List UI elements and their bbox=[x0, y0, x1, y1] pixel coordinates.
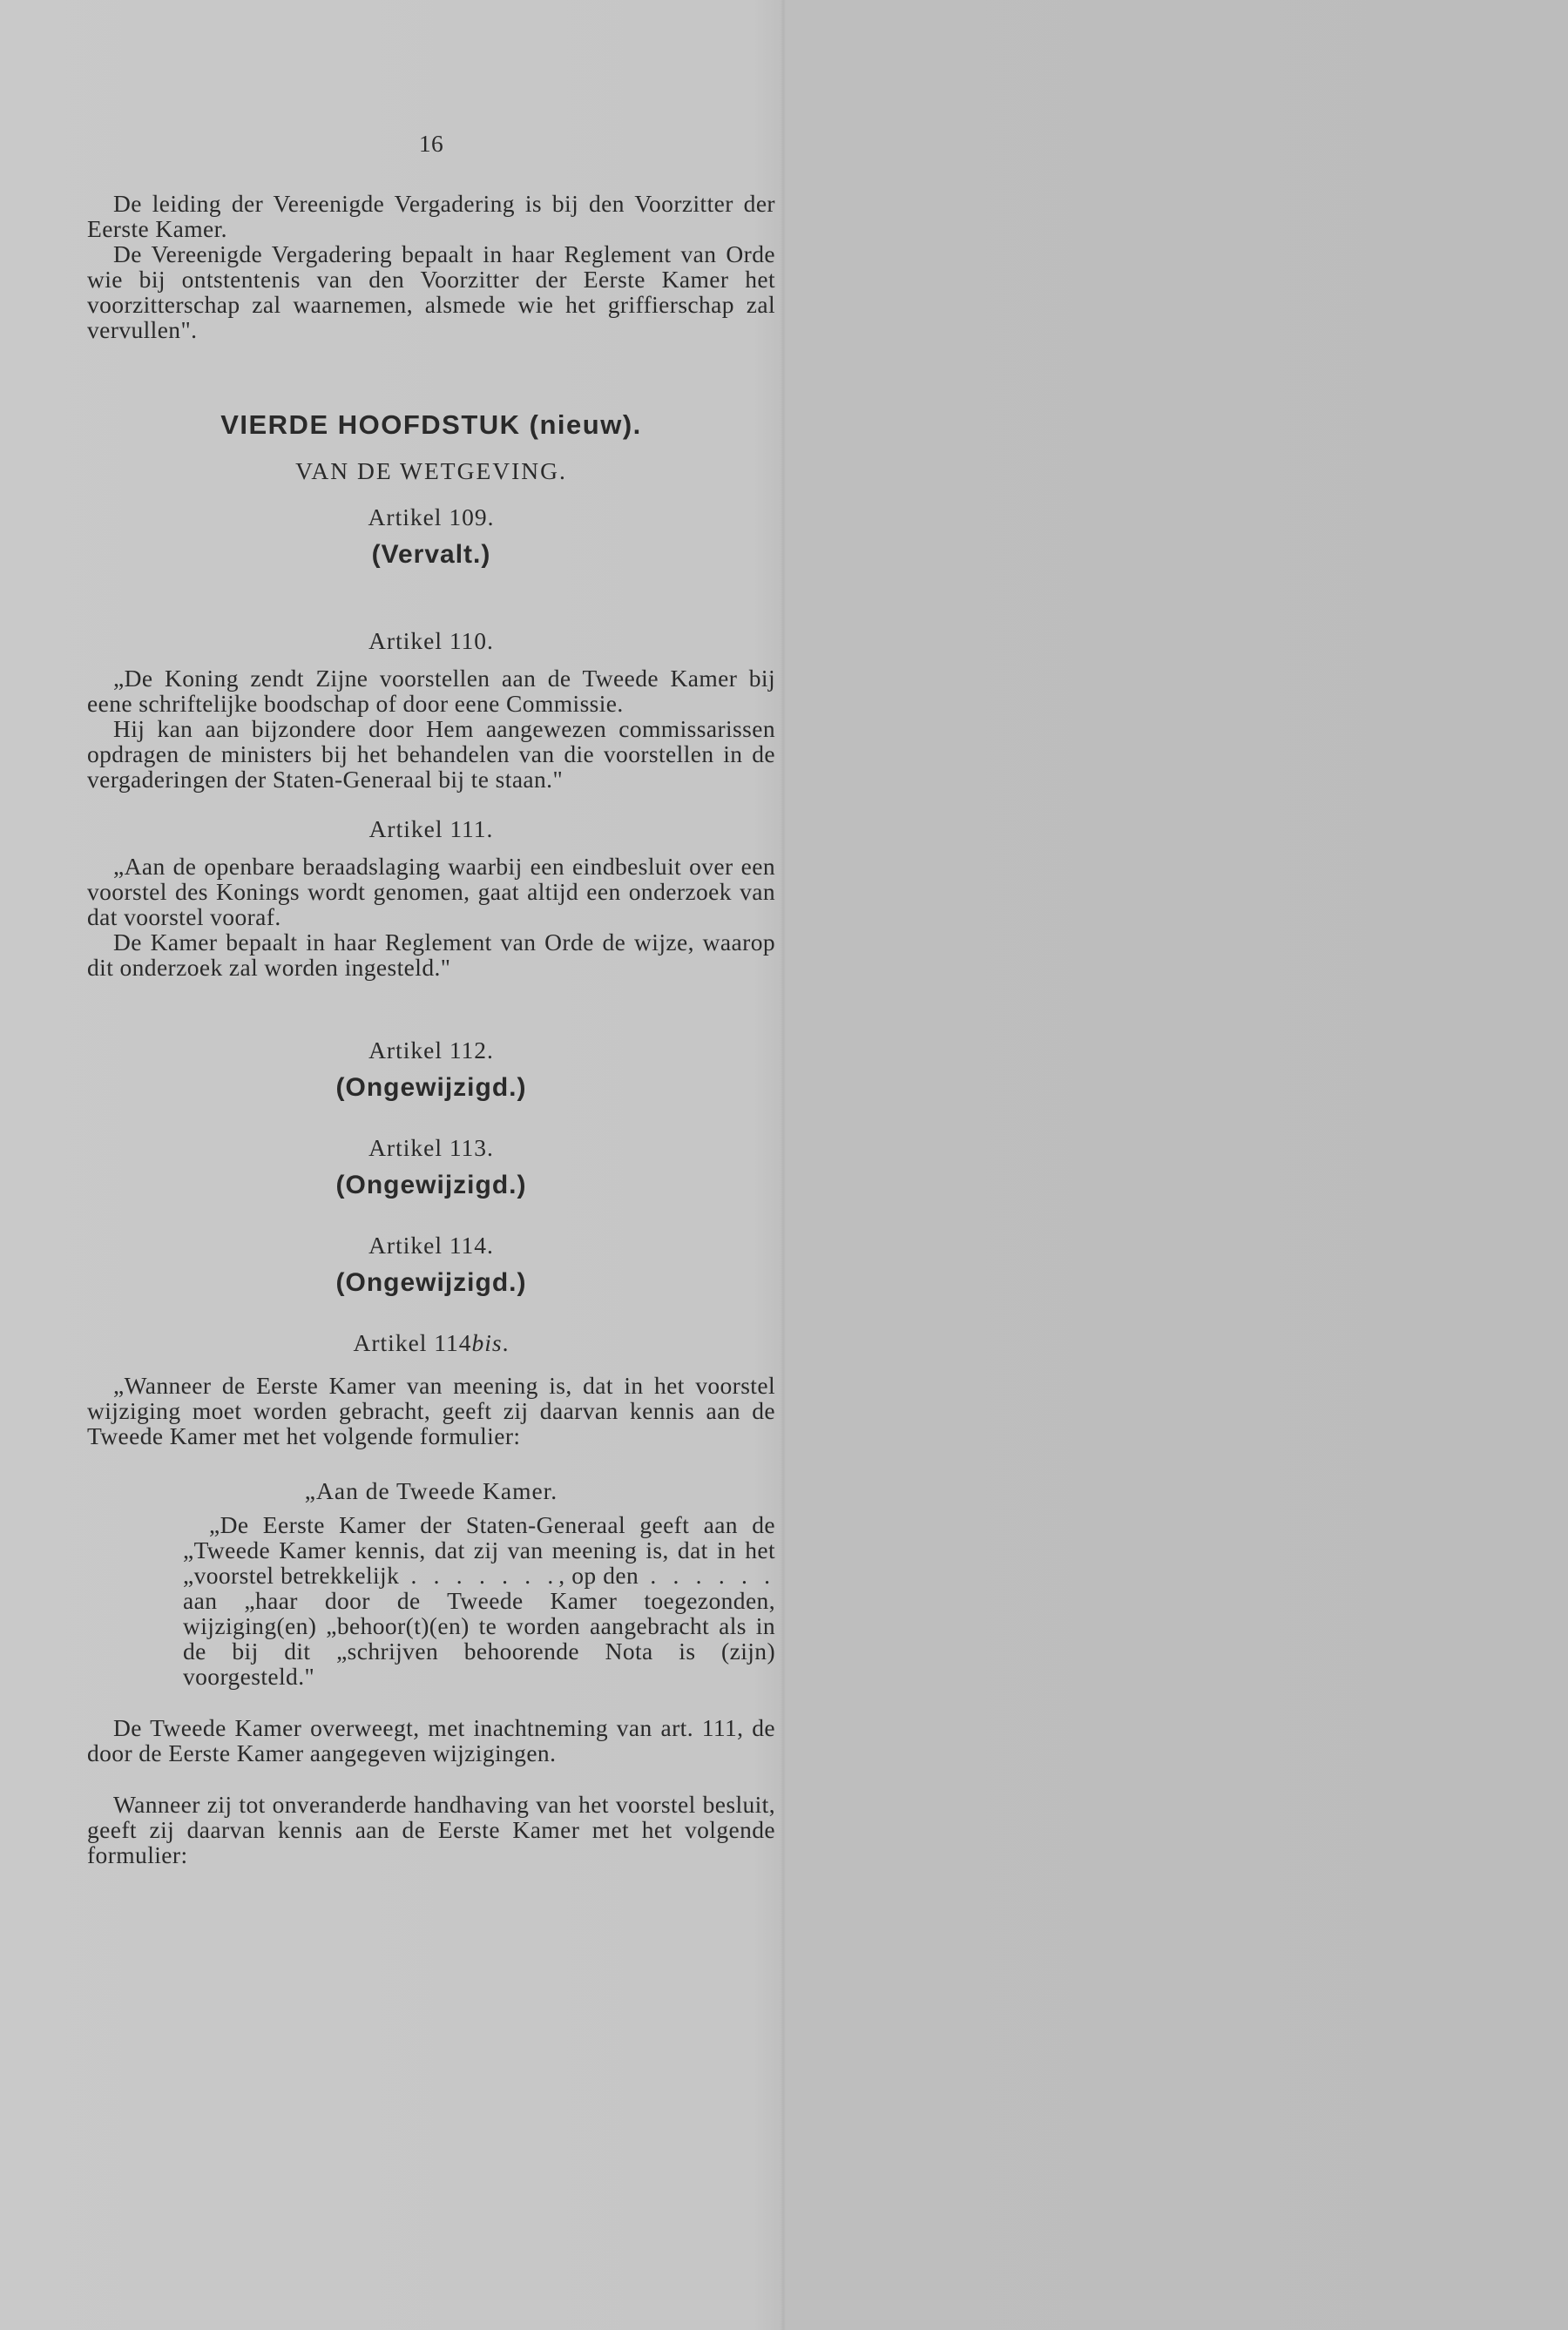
page-fold bbox=[781, 0, 786, 2330]
article-112-label: Artikel 112. bbox=[368, 1037, 494, 1064]
page-number: 16 bbox=[418, 130, 444, 157]
article-111-paragraph-1: „Aan de openbare beraadslaging waarbij een eindbesluit over een voorstel des Konings wordt genomen, gaat altijd een onderzoek van dat voorstel vooraf. bbox=[87, 853, 775, 930]
article-114-status: (Ongewijzigd.) bbox=[335, 1268, 527, 1297]
article-114bis-paragraph-3: Wanneer zij tot onveranderde handhaving van het voorstel besluit, geeft zij daarvan kennis aan de Eerste Kamer met het volgende formulier: bbox=[87, 1791, 775, 1868]
letter-body bbox=[183, 1512, 775, 1689]
letter-line-2: , op den bbox=[558, 1562, 639, 1589]
article-111-label: Artikel 111. bbox=[368, 815, 494, 842]
article-112-status: (Ongewijzigd.) bbox=[335, 1073, 527, 1102]
letter-line-3: aan „haar door de Tweede Kamer toegezonden, wijziging(en) „behoor(t)(en) te worden aangebracht als in de bij dit „schrijven behoorende Nota is (zijn) voorgesteld." bbox=[183, 1587, 775, 1690]
article-114bis-label-prefix: Artikel 114 bbox=[353, 1329, 472, 1356]
article-110-paragraph-1: „De Koning zendt Zijne voorstellen aan de Tweede Kamer bij eene schriftelijke boodschap of door eene Commissie. bbox=[87, 665, 775, 717]
text-column bbox=[87, 131, 775, 1867]
intro-paragraph-2: De Vereenigde Vergadering bepaalt in haar Reglement van Orde wie bij ontstentenis van den Voorzitter der Eerste Kamer het voorzitterschap zal waarnemen, alsmede wie het griffierschap zal vervullen". bbox=[87, 240, 775, 343]
article-109-label: Artikel 109. bbox=[368, 503, 495, 530]
letter-line-1: „De Eerste Kamer der Staten-Generaal geeft aan de „Tweede Kamer kennis, dat zij van meening is, dat in het „voorstel betrekkelijk bbox=[183, 1511, 775, 1589]
article-114bis-label-end: . bbox=[502, 1329, 510, 1356]
article-114bis-label-suffix: bis bbox=[471, 1329, 503, 1356]
article-114bis-paragraph-2: De Tweede Kamer overweegt, met inachtneming van art. 111, de door de Eerste Kamer aangegeven wijzigingen. bbox=[87, 1714, 775, 1766]
letter-heading: „Aan de Tweede Kamer. bbox=[304, 1477, 558, 1504]
article-109-status: (Vervalt.) bbox=[371, 540, 491, 569]
article-113-label: Artikel 113. bbox=[368, 1134, 494, 1161]
letter-dots-2: . . . . . . bbox=[639, 1562, 776, 1589]
article-114-label: Artikel 114. bbox=[368, 1232, 494, 1259]
chapter-title: VIERDE HOOFDSTUK (nieuw). bbox=[220, 409, 642, 440]
article-114bis-paragraph-1: „Wanneer de Eerste Kamer van meening is, dat in het voorstel wijziging moet worden gebracht, geeft zij daarvan kennis aan de Tweede Kamer met het volgende formulier: bbox=[87, 1372, 775, 1449]
article-114bis-label bbox=[87, 1330, 775, 1355]
letter-dots-1: . . . . . . . bbox=[399, 1562, 559, 1589]
article-113-status: (Ongewijzigd.) bbox=[335, 1171, 527, 1199]
article-111-paragraph-2: De Kamer bepaalt in haar Reglement van Orde de wijze, waarop dit onderzoek zal worden ingesteld." bbox=[87, 929, 775, 981]
intro-paragraph-1: De leiding der Vereenigde Vergadering is bij den Voorzitter der Eerste Kamer. bbox=[87, 190, 775, 242]
article-110-paragraph-2: Hij kan aan bijzondere door Hem aangewezen commissarissen opdragen de ministers bij het behandelen van die voorstellen in de vergaderingen der Staten-Generaal bij te staan." bbox=[87, 715, 775, 793]
article-110-label: Artikel 110. bbox=[368, 627, 494, 654]
section-title: VAN DE WETGEVING. bbox=[295, 457, 567, 484]
